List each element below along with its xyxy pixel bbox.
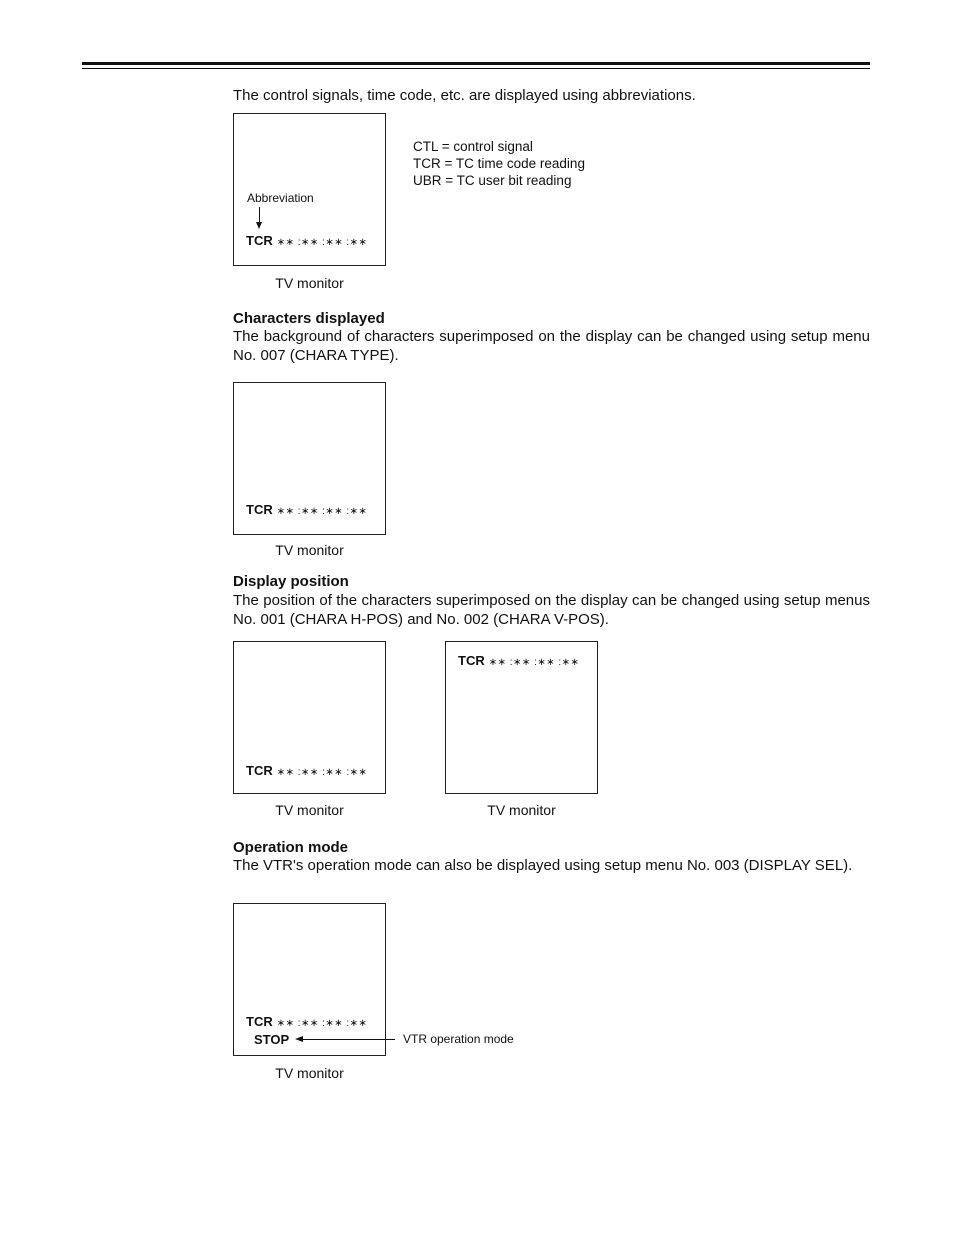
legend-item-ctl: CTL = control signal [413, 139, 533, 154]
tcr-label: TCR [458, 653, 485, 668]
tcr-readout [246, 233, 367, 248]
section-heading-characters: Characters displayed [233, 310, 385, 327]
section-text-position: The position of the characters superimposed on the display can be changed using setup menus No. 001 (CHARA H-POS) and No. 002 (CHARA V-POS). [233, 592, 870, 628]
arrow-down-icon [256, 222, 262, 229]
monitor-caption: TV monitor [487, 802, 556, 818]
abbreviation-label: Abbreviation [247, 191, 314, 205]
legend-item-ubr: UBR = TC user bit reading [413, 173, 572, 188]
monitor-caption: TV monitor [275, 275, 344, 291]
operation-mode-callout: VTR operation mode [403, 1032, 514, 1046]
time-code-value: ∗∗ :∗∗ :∗∗ :∗∗ [488, 657, 580, 668]
tcr-readout [246, 502, 367, 517]
tv-monitor-operation [233, 903, 386, 1056]
tcr-label: TCR [246, 502, 273, 517]
tv-monitor-position-top [445, 641, 598, 794]
monitor-caption: TV monitor [275, 1065, 344, 1081]
header-rule-thin [82, 68, 870, 69]
abbreviation-arrow-line [259, 207, 260, 223]
time-code-value: ∗∗ :∗∗ :∗∗ :∗∗ [276, 1018, 368, 1029]
intro-text: The control signals, time code, etc. are displayed using abbreviations. [233, 87, 696, 104]
time-code-value: ∗∗ :∗∗ :∗∗ :∗∗ [276, 506, 368, 517]
tv-monitor-position-bottom [233, 641, 386, 794]
operation-mode-value: STOP [254, 1032, 290, 1047]
tcr-readout [246, 763, 367, 778]
tcr-label: TCR [246, 763, 273, 778]
tv-monitor-abbreviation [233, 113, 386, 266]
tcr-readout [458, 653, 579, 668]
monitor-caption: TV monitor [275, 802, 344, 818]
tcr-readout [246, 1014, 367, 1029]
section-text-operation: The VTR's operation mode can also be displayed using setup menu No. 003 (DISPLAY SEL). [233, 857, 853, 874]
tv-monitor-characters [233, 382, 386, 535]
header-rule-thick [82, 62, 870, 65]
section-heading-position: Display position [233, 573, 349, 590]
section-text-characters: The background of characters superimposed on the display can be changed using setup menu No. 007 (CHARA TYPE). [233, 328, 870, 364]
operation-mode-arrow-line [302, 1039, 395, 1040]
time-code-value: ∗∗ :∗∗ :∗∗ :∗∗ [276, 237, 368, 248]
legend-item-tcr: TCR = TC time code reading [413, 156, 585, 171]
tcr-label: TCR [246, 233, 273, 248]
tcr-label: TCR [246, 1014, 273, 1029]
section-heading-operation: Operation mode [233, 839, 349, 856]
abbreviation-legend [413, 138, 585, 189]
monitor-caption: TV monitor [275, 542, 344, 558]
time-code-value: ∗∗ :∗∗ :∗∗ :∗∗ [276, 767, 368, 778]
